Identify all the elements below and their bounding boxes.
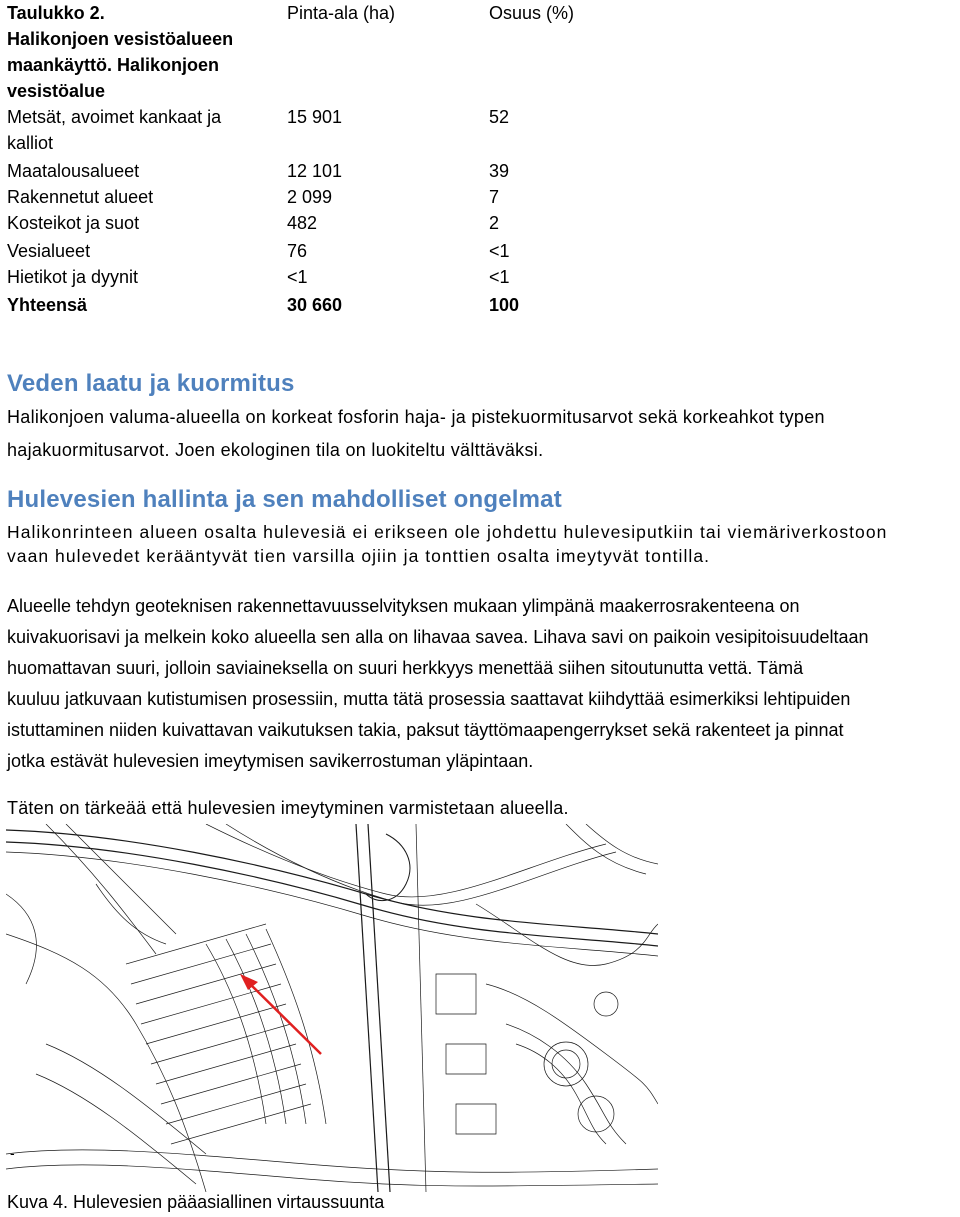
map-drawing: [6, 824, 658, 1192]
table-caption-line4: vesistöalue: [7, 81, 106, 101]
table-row-label-cont: kalliot: [7, 133, 54, 153]
map-margin-label: -: [10, 1145, 15, 1161]
paragraph-line: istuttaminen niiden kuivattavan vaikutuksen takia, paksut täyttömaapengerrykset sekä rakenteet ja pinnat: [7, 720, 844, 740]
table-cell-area: 15 901: [287, 107, 343, 127]
table-caption-line2: Halikonjoen vesistöalueen: [7, 29, 234, 49]
table-row-label: Maatalousalueet: [7, 161, 140, 181]
table-row-label: Vesialueet: [7, 241, 91, 261]
table-header-share: Osuus (%): [489, 3, 575, 23]
table-cell-share: 39: [489, 161, 510, 181]
table-cell-area: 12 101: [287, 161, 343, 181]
table-caption-line1: Taulukko 2.: [7, 3, 105, 23]
paragraph-line: Halikonrinteen alueen osalta hulevesiä ei erikseen ole johdettu hulevesiputkiin tai viemäriverkostoon: [7, 522, 888, 542]
table-row-label: Rakennetut alueet: [7, 187, 154, 207]
conclusion-sentence: Täten on tärkeää että hulevesien imeytyminen varmistetaan alueella.: [7, 798, 569, 818]
table-cell-share: 2: [489, 213, 500, 233]
table-row-label: Metsät, avoimet kankaat ja: [7, 107, 222, 127]
table-cell-area: 482: [287, 213, 318, 233]
table-total-share: 100: [489, 295, 520, 315]
table-cell-share: <1: [489, 267, 510, 287]
table-cell-area: <1: [287, 267, 308, 287]
paragraph-line: jotka estävät hulevesien imeytymisen savikerrostuman yläpintaan.: [7, 751, 534, 771]
figure-caption: Kuva 4. Hulevesien pääasiallinen virtaussuunta: [7, 1192, 385, 1212]
section-heading-water-quality: Veden laatu ja kuormitus: [7, 370, 295, 397]
paragraph-line: Halikonjoen valuma-alueella on korkeat fosforin haja- ja pistekuormitusarvot sekä korkeahkot typen: [7, 407, 825, 427]
table-total-label: Yhteensä: [7, 295, 88, 315]
table-total-area: 30 660: [287, 295, 343, 315]
table-cell-area: 76: [287, 241, 308, 261]
paragraph-line: hajakuormitusarvot. Joen ekologinen tila on luokiteltu välttäväksi.: [7, 440, 544, 460]
table-row-label: Hietikot ja dyynit: [7, 267, 139, 287]
geotechnical-paragraph: [7, 591, 959, 777]
table-header-area: Pinta-ala (ha): [287, 3, 396, 23]
table-caption-line3: maankäyttö. Halikonjoen: [7, 55, 220, 75]
paragraph-line: vaan hulevedet kerääntyvät tien varsilla ojiin ja tonttien osalta imeytyvät tontilla.: [7, 546, 711, 566]
section-heading-stormwater: Hulevesien hallinta ja sen mahdolliset ongelmat: [7, 486, 562, 513]
table-cell-area: 2 099: [287, 187, 333, 207]
paragraph-line: kuuluu jatkuvaan kutistumisen prosessiin, mutta tätä prosessia saattavat kiihdyttää esimerkiksi lehtipuiden: [7, 689, 851, 709]
table-row-label: Kosteikot ja suot: [7, 213, 140, 233]
paragraph-line: huomattavan suuri, jolloin saviaineksella on suuri herkkyys menettää siihen sitoutunutta vettä. Tämä: [7, 658, 804, 678]
stormwater-map-figure: [6, 824, 658, 1192]
table-cell-share: 7: [489, 187, 500, 207]
paragraph-line: kuivakuorisavi ja melkein koko alueella sen alla on lihavaa savea. Lihava savi on paikoin vesipitoisuudeltaan: [7, 627, 869, 647]
table-cell-share: <1: [489, 241, 510, 261]
table-cell-share: 52: [489, 107, 510, 127]
paragraph-line: Alueelle tehdyn geoteknisen rakennettavuusselvityksen mukaan ylimpänä maakerrosrakenteena on: [7, 596, 800, 616]
